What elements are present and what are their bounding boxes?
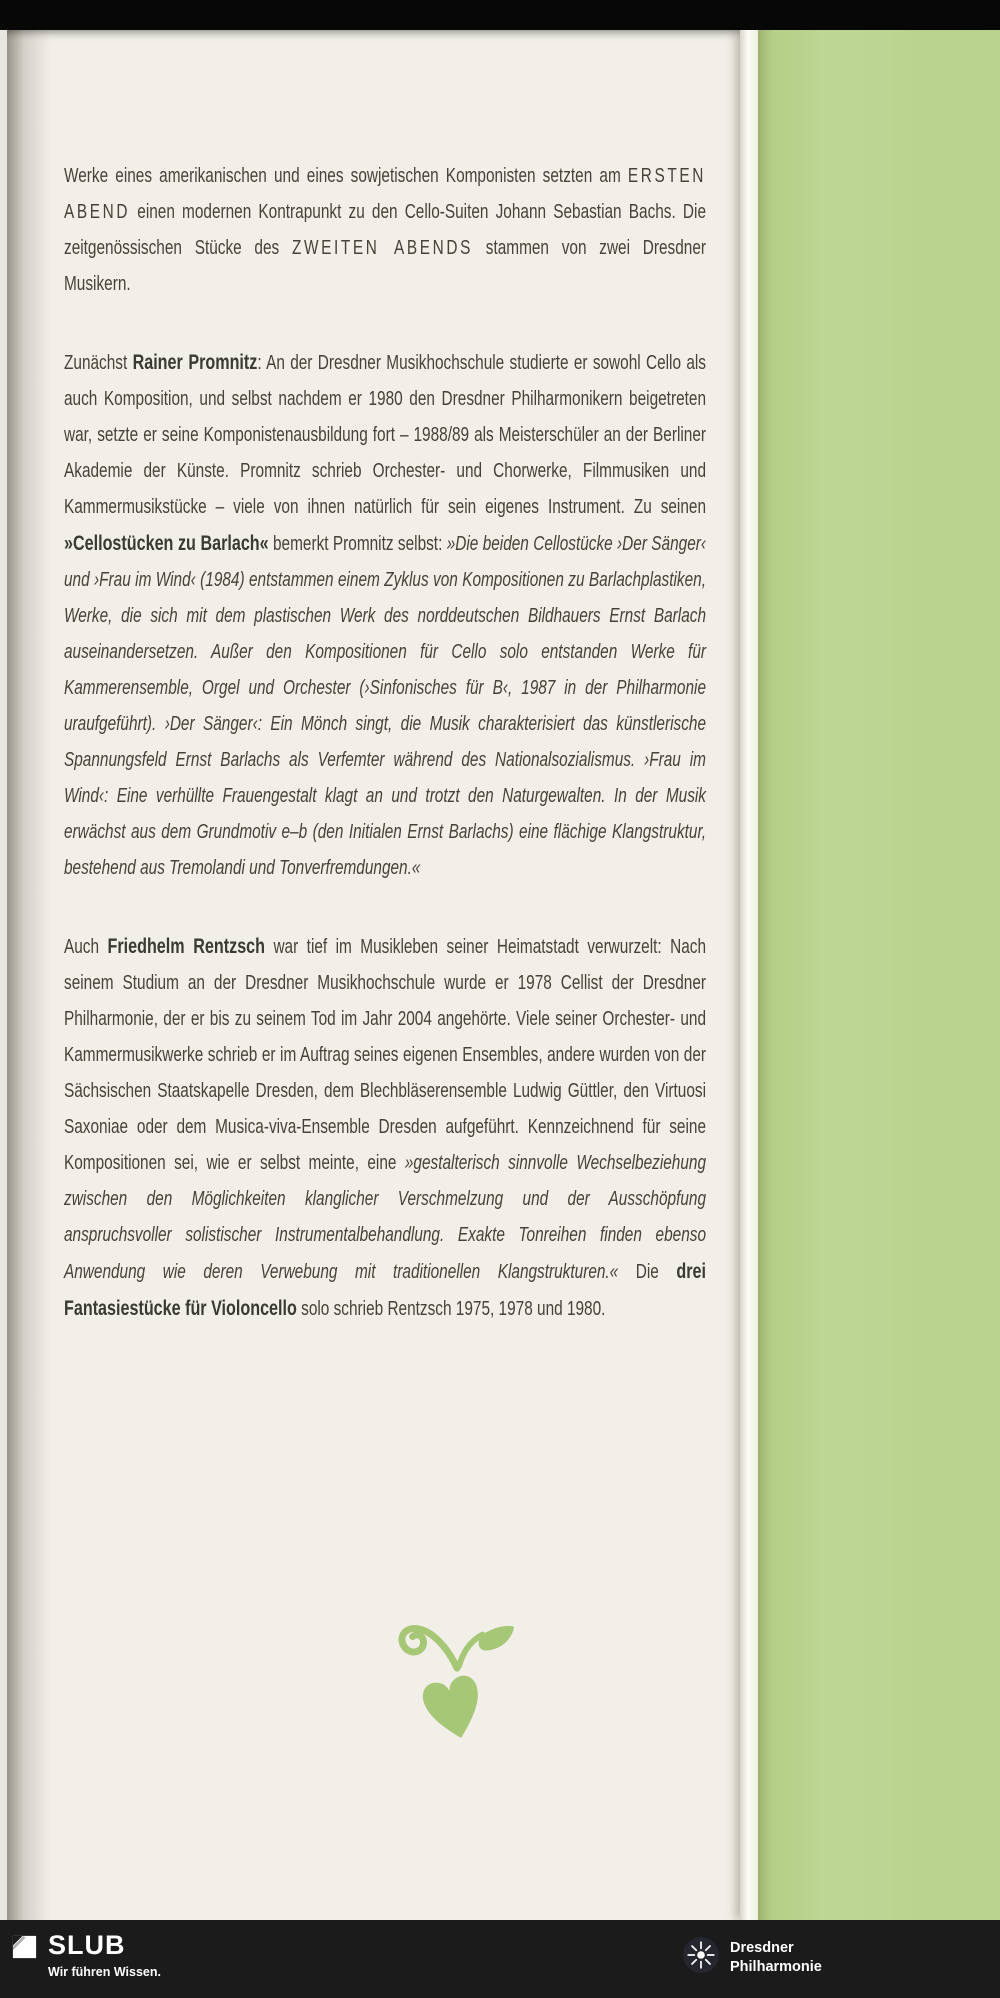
viewer-footer	[0, 1920, 1000, 1998]
text-run: solo schrieb Rentzsch 1975, 1978 und 1980.	[296, 1297, 606, 1320]
text-run: Werke eines amerikanischen und eines sowjetischen Komponisten setzten am	[64, 164, 628, 187]
page-gutter-shadow	[7, 30, 51, 1920]
text-run: »Cellostücken zu Barlach«	[64, 531, 269, 555]
text-run: »Die beiden Cellostücke ›Der Sänger‹ und ›Frau im Wind‹ (1984) entstammen einem Zyklus von Kompositionen zu Barlachplastiken, Werke, die sich mit dem plastischen Werk des norddeutschen Bildhauers Ernst Barlach auseinandersetzen. Außer den Kompositionen für Cello solo entstanden Werke für Kammerensemble, Orgel und Orchester (›Sinfonisches für B‹, 1987 in der Philharmonie uraufgeführt). ›Der Sänger‹: Ein Mönch singt, die Musik charakterisiert das künstlerische Spannungsfeld Ernst Barlachs als Verfemter während des Nationalsozialismus. ›Frau im Wind‹: Eine verhüllte Frauengestalt klagt an und trotzt den Naturgewalten. In der Musik erwächst aus dem Grundmotiv e–b (den Initialen Ernst Barlachs) eine flächige Klangstruktur, bestehend aus Tremolandi und Tonverfremdungen.«	[64, 532, 706, 879]
text-block	[64, 158, 706, 1369]
text-run: Auch	[64, 935, 108, 958]
philharmonie-logo[interactable]	[682, 1936, 822, 1979]
philharmonie-emblem-icon	[682, 1936, 720, 1979]
text-run: Rainer Promnitz	[132, 350, 258, 374]
scanned-page	[0, 30, 744, 1920]
text-run: einen modernen Kontrapunkt zu den Cello-Suiten Johann Sebastian Bachs. Die zeitgenössischen Stücke des	[64, 200, 706, 259]
text-run: Die	[618, 1260, 677, 1283]
text-run: war tief im Musikleben seiner Heimatstadt verwurzelt: Nach seinem Studium an der Dresdner Musikhochschule wurde er 1978 Cellist der Dresdner Philharmonie, der er bis zu seinem Tod im Jahr 2004 angehörte. Viele seiner Orchester- und Kammermusikwerke schrieb er im Auftrag seines eigenen Ensembles, andere wurden von der Sächsischen Staatskapelle Dresden, dem Blechbläserensemble Ludwig Güttler, den Virtuosi Saxoniae oder dem Musica-viva-Ensemble Dresden aufgeführt. Kennzeichnend für seine Kompositionen sei, wie er selbst meinte, eine	[64, 935, 706, 1174]
page-edge-highlight	[740, 30, 758, 1920]
next-page-green-edge	[756, 30, 1000, 1920]
text-run: ERSTEN ABEND	[64, 164, 706, 223]
page-left-edge	[0, 30, 7, 1920]
philharmonie-name-line2: Philharmonie	[730, 1958, 822, 1975]
scanner-background-top	[0, 0, 1000, 30]
text-run: drei Fantasiestücke für Violoncello	[64, 1259, 706, 1320]
slub-logo[interactable]	[10, 1932, 161, 1979]
paragraph	[64, 344, 706, 886]
text-run: »gestalterisch sinnvolle Wechselbeziehung zwischen den Möglichkeiten klanglicher Verschmelzung und der Ausschöpfung anspruchsvoller solistischer Instrumentalbehandlung. Exakte Tonreihen finden ebenso Anwendung wie deren Verwebung mit traditionellen Klangstrukturen.«	[64, 1151, 706, 1283]
text-run: : An der Dresdner Musikhochschule studierte er sowohl Cello als auch Komposition, und selbst nachdem er 1980 den Dresdner Philharmonikern beigetreten war, setzte er seine Komponistenausbildung fort – 1988/89 als Meisterschüler an der Berliner Akademie der Künste. Promnitz schrieb Orchester- und Chorwerke, Filmmusiken und Kammermusikstücke – viele von ihnen natürlich für sein eigenes Instrument. Zu seinen	[64, 351, 706, 518]
text-run: stammen von zwei Dresdner Musikern.	[64, 236, 706, 295]
paragraph	[64, 928, 706, 1327]
text-run: bemerkt Promnitz selbst:	[268, 532, 447, 555]
slub-book-icon	[10, 1932, 39, 1966]
paragraph	[64, 158, 706, 302]
philharmonie-name-line1: Dresdner	[730, 1939, 794, 1956]
text-run: ZWEITEN ABENDS	[291, 236, 474, 259]
text-run: Friedhelm Rentzsch	[107, 934, 266, 958]
heart-leaf-ornament-icon	[392, 1595, 520, 1753]
slub-wordmark: SLUB	[48, 1930, 126, 1960]
slub-tagline: Wir führen Wissen.	[48, 1965, 161, 1979]
text-run: Zunächst	[64, 351, 133, 374]
